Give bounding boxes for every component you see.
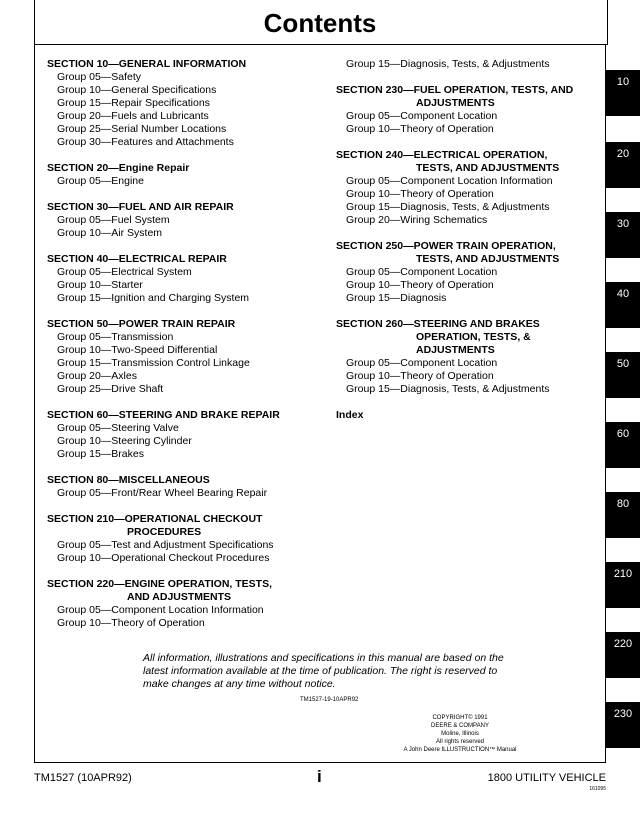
section-heading-text: SECTION 240—ELECTRICAL OPERATION,: [336, 149, 548, 161]
section-tab-label: 40: [616, 288, 630, 300]
section-heading[interactable]: [336, 318, 598, 357]
section-entry: [47, 318, 327, 396]
group-item[interactable]: Group 10—Operational Checkout Procedures: [57, 552, 270, 564]
footer-code: 161095: [589, 786, 606, 792]
page-title: Contents: [263, 8, 377, 38]
group-item[interactable]: Group 05—Electrical System: [57, 266, 192, 278]
group-item[interactable]: Group 10—Steering Cylinder: [57, 435, 192, 447]
section-heading-text: SECTION 40—ELECTRICAL REPAIR: [47, 253, 227, 265]
footer-product-name: 1800 UTILITY VEHICLE: [487, 772, 606, 784]
footer-page-number: i: [317, 767, 322, 786]
section-heading-text: SECTION 260—STEERING AND BRAKES: [336, 318, 540, 330]
section-tab-label: 60: [616, 428, 630, 440]
section-tab-30[interactable]: [606, 212, 640, 258]
section-entry: [47, 253, 327, 305]
group-item[interactable]: Group 10—Air System: [57, 227, 163, 239]
section-tab-label: 30: [616, 218, 630, 230]
section-tab-label: 230: [613, 708, 633, 720]
section-entry: [47, 162, 327, 188]
copyright-block: [380, 714, 540, 754]
section-tab-230[interactable]: [606, 702, 640, 748]
group-item[interactable]: Group 05—Component Location Information: [346, 175, 553, 187]
section-heading[interactable]: [47, 58, 327, 71]
section-entry: [336, 240, 598, 305]
group-item[interactable]: Group 05—Fuel System: [57, 214, 170, 226]
group-item[interactable]: Group 05—Component Location: [346, 357, 498, 369]
section-heading[interactable]: [47, 474, 327, 487]
section-index: [336, 409, 598, 422]
group-item[interactable]: Group 05—Component Location: [346, 110, 498, 122]
section-heading[interactable]: [47, 409, 327, 422]
section-entry: [47, 201, 327, 240]
group-item[interactable]: Group 05—Engine: [57, 175, 144, 187]
group-item[interactable]: Group 05—Steering Valve: [57, 422, 179, 434]
group-item[interactable]: Group 05—Component Location: [346, 266, 498, 278]
group-item[interactable]: Group 15—Diagnosis, Tests, & Adjustments: [346, 58, 550, 70]
group-item[interactable]: Group 15—Diagnosis: [346, 292, 447, 304]
group-item[interactable]: Group 20—Fuels and Lubricants: [57, 110, 209, 122]
section-tab-40[interactable]: [606, 282, 640, 328]
group-item[interactable]: Group 15—Brakes: [57, 448, 144, 460]
group-item[interactable]: Group 10—Theory of Operation: [57, 617, 205, 629]
section-entry: [47, 58, 327, 149]
section-entry: [336, 149, 598, 227]
group-item[interactable]: Group 10—Theory of Operation: [346, 279, 494, 291]
section-tab-20[interactable]: [606, 142, 640, 188]
footer-manual-id: TM1527 (10APR92): [34, 772, 132, 784]
section-heading[interactable]: [47, 201, 327, 214]
section-heading-text: SECTION 210—OPERATIONAL CHECKOUT: [47, 513, 263, 525]
group-item[interactable]: Group 10—Two-Speed Differential: [57, 344, 218, 356]
group-item[interactable]: Group 10—Theory of Operation: [346, 370, 494, 382]
section-heading[interactable]: [336, 240, 598, 266]
section-heading-continuation: ADJUSTMENTS: [416, 97, 495, 109]
section-heading-text: SECTION 80—MISCELLANEOUS: [47, 474, 210, 486]
section-heading[interactable]: [47, 318, 327, 331]
group-item[interactable]: Group 15—Transmission Control Linkage: [57, 357, 250, 369]
group-item[interactable]: Group 15—Diagnosis, Tests, & Adjustments: [346, 201, 550, 213]
section-heading-continuation: PROCEDURES: [127, 526, 202, 538]
rights-line: All rights reserved: [435, 739, 485, 745]
group-item[interactable]: Group 15—Repair Specifications: [57, 97, 210, 109]
section-heading-text: SECTION 20—Engine Repair: [47, 162, 190, 174]
section-tab-label: 50: [616, 358, 630, 370]
group-item[interactable]: Group 05—Test and Adjustment Specifications: [57, 539, 274, 551]
group-item[interactable]: Group 10—General Specifications: [57, 84, 217, 96]
section-heading-continuation: AND ADJUSTMENTS: [127, 591, 232, 603]
section-heading[interactable]: [47, 513, 327, 539]
contents-left-column: [47, 58, 327, 643]
section-entry: [47, 513, 327, 565]
section-entry: [47, 474, 327, 500]
section-tab-80[interactable]: [606, 492, 640, 538]
section-tab-label: 10: [616, 76, 630, 88]
section-220-continued: [336, 58, 598, 71]
section-heading-continuation: OPERATION, TESTS, & ADJUSTMENTS: [416, 331, 531, 356]
section-heading-text: SECTION 50—POWER TRAIN REPAIR: [47, 318, 236, 330]
section-tab-210[interactable]: [606, 562, 640, 608]
section-entry: [47, 409, 327, 461]
section-entry: [47, 578, 327, 630]
section-heading-text: SECTION 230—FUEL OPERATION, TESTS, AND: [336, 84, 574, 96]
company-name: DEERE & COMPANY: [431, 723, 489, 729]
group-item[interactable]: Group 05—Transmission: [57, 331, 174, 343]
company-location: Moline, Illinois: [441, 731, 479, 737]
group-item[interactable]: Group 05—Safety: [57, 71, 142, 83]
manual-line: A John Deere ILLUSTRUCTION™ Manual: [403, 747, 517, 753]
group-item[interactable]: Group 05—Front/Rear Wheel Bearing Repair: [57, 487, 268, 499]
section-heading-text: SECTION 10—GENERAL INFORMATION: [47, 58, 247, 70]
group-item[interactable]: Group 25—Serial Number Locations: [57, 123, 227, 135]
section-entry: [336, 318, 598, 396]
section-heading-text: SECTION 30—FUEL AND AIR REPAIR: [47, 201, 234, 213]
section-tab-60[interactable]: [606, 422, 640, 468]
section-heading[interactable]: [47, 253, 327, 266]
reference-code: TM1527-19-10APR92: [300, 697, 359, 703]
group-item[interactable]: Group 10—Starter: [57, 279, 143, 291]
section-tab-220[interactable]: [606, 632, 640, 678]
group-item[interactable]: Group 15—Ignition and Charging System: [57, 292, 250, 304]
section-tab-50[interactable]: [606, 352, 640, 398]
copyright-line: COPYRIGHT© 1991: [432, 715, 488, 721]
group-item[interactable]: Group 05—Component Location Information: [57, 604, 264, 616]
group-item[interactable]: Group 30—Features and Attachments: [57, 136, 234, 148]
disclaimer-notice: All information, illustrations and specifications in this manual are based on the latest information available at the time of publication. The right is reserved to make changes at any time without notice.: [143, 652, 504, 690]
section-heading-text: SECTION 60—STEERING AND BRAKE REPAIR: [47, 409, 280, 421]
contents-right-column: [336, 58, 598, 435]
group-item[interactable]: Group 10—Theory of Operation: [346, 188, 494, 200]
group-item[interactable]: Group 10—Theory of Operation: [346, 123, 494, 135]
section-tab-label: 20: [616, 148, 630, 160]
section-heading-continuation: TESTS, AND ADJUSTMENTS: [416, 253, 560, 265]
group-item[interactable]: Group 20—Axles: [57, 370, 137, 382]
section-tab-label: 210: [613, 568, 633, 580]
section-entry: [336, 84, 598, 136]
section-tab-label: 80: [616, 498, 630, 510]
index-link[interactable]: Index: [336, 409, 364, 421]
section-heading-text: SECTION 250—POWER TRAIN OPERATION,: [336, 240, 556, 252]
section-heading[interactable]: [47, 162, 327, 175]
section-heading[interactable]: [47, 578, 327, 604]
section-tab-label: 220: [613, 638, 633, 650]
section-heading[interactable]: [336, 84, 598, 110]
group-item[interactable]: Group 20—Wiring Schematics: [346, 214, 488, 226]
group-item[interactable]: Group 25—Drive Shaft: [57, 383, 164, 395]
group-item[interactable]: Group 15—Diagnosis, Tests, & Adjustments: [346, 383, 550, 395]
section-heading[interactable]: [336, 149, 598, 175]
section-heading-text: SECTION 220—ENGINE OPERATION, TESTS,: [47, 578, 273, 590]
section-heading-continuation: TESTS, AND ADJUSTMENTS: [416, 162, 560, 174]
section-tab-10[interactable]: [606, 70, 640, 116]
